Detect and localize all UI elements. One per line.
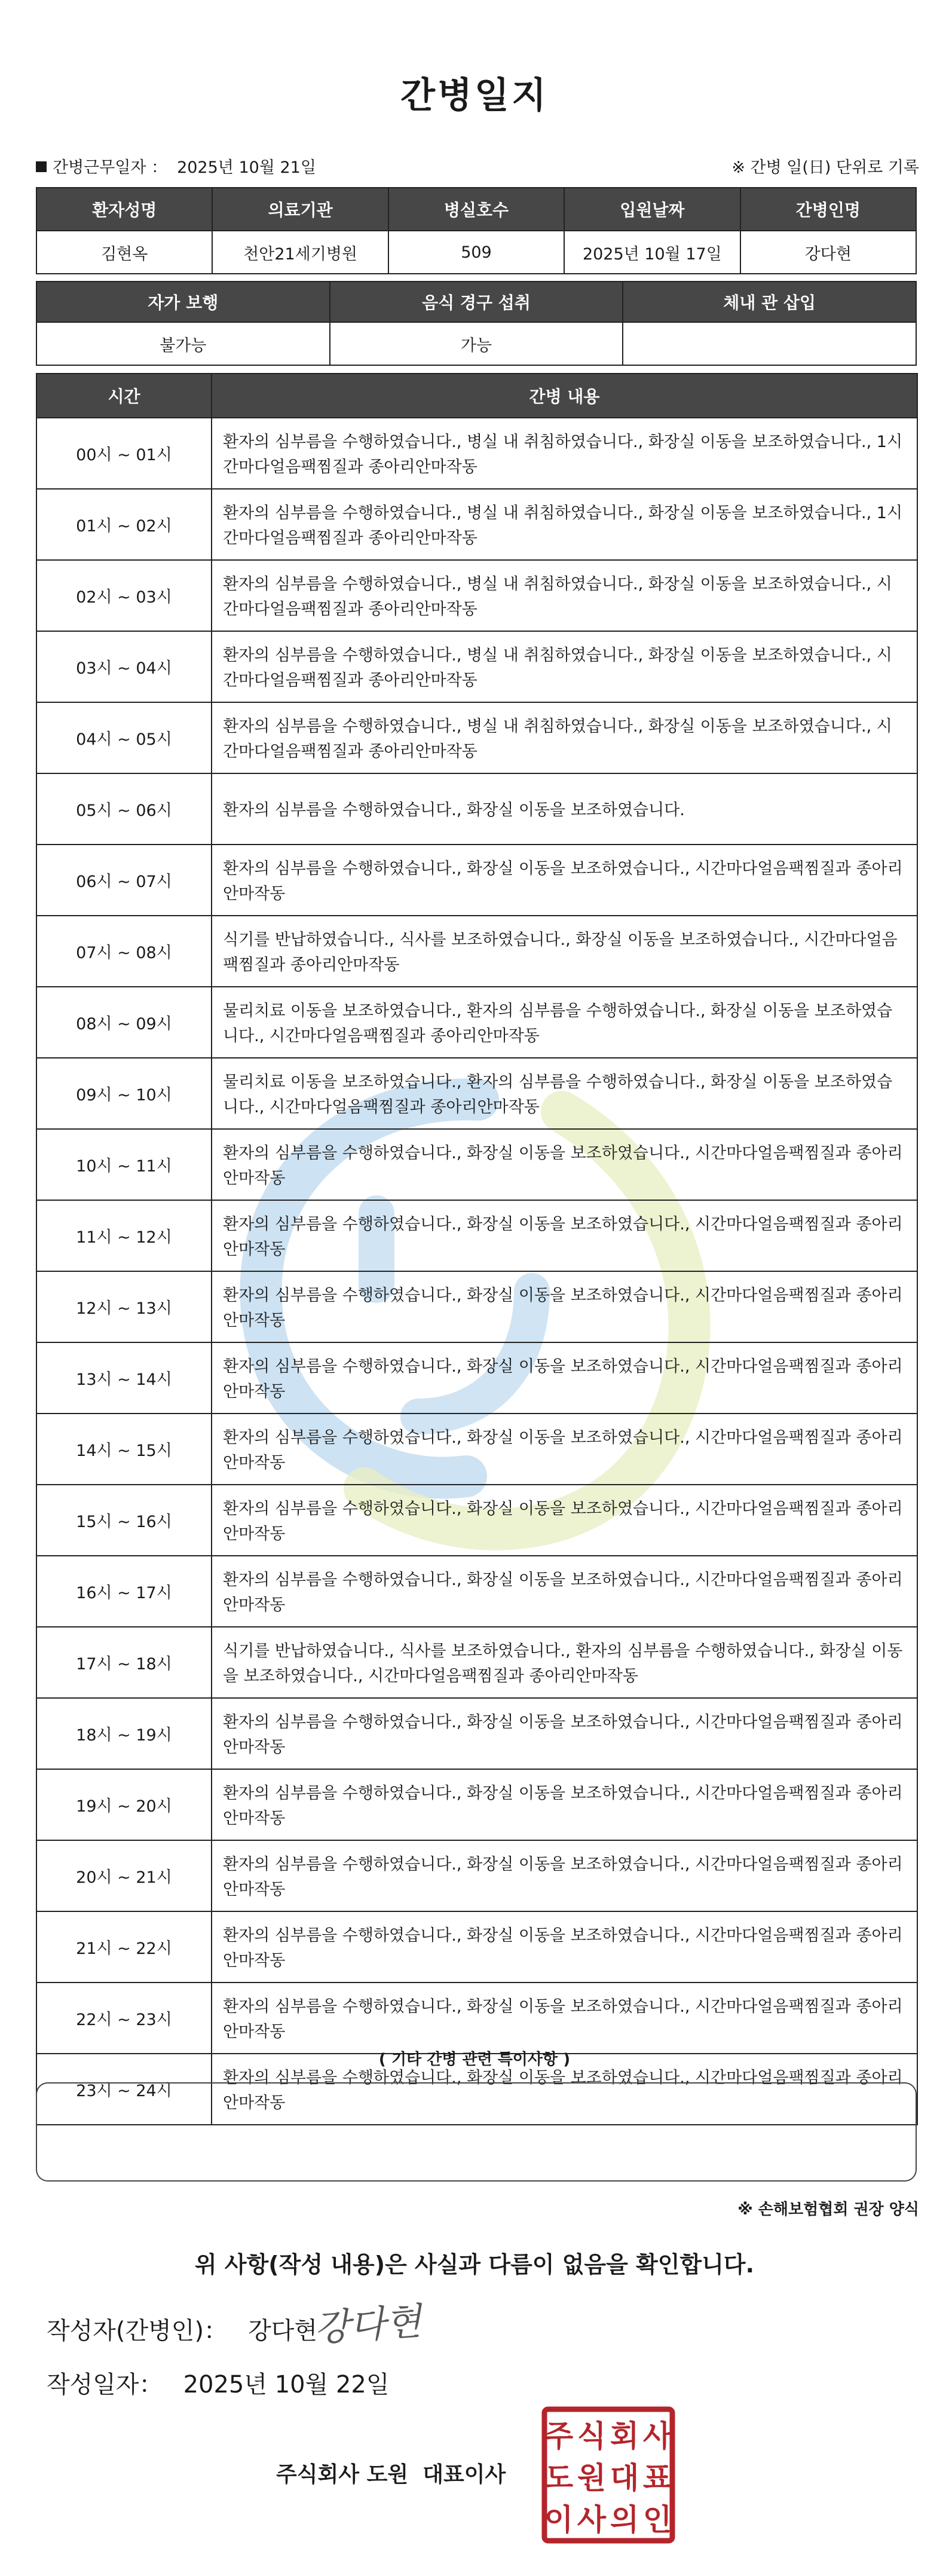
writer-label: 작성자(간병인)：	[47, 2317, 228, 2345]
row-time: 12시 ~ 13시	[36, 1271, 212, 1342]
admission-date: 2025년 10월 17일	[564, 231, 740, 274]
row-time: 08시 ~ 09시	[36, 987, 212, 1058]
seal-character: 인	[642, 2502, 672, 2537]
row-time: 04시 ~ 05시	[36, 702, 212, 773]
table-row	[36, 631, 917, 702]
row-content: 환자의 심부름을 수행하였습니다., 화장실 이동을 보조하였습니다., 시간마다얼음팩찜질과 종아리안마작동	[212, 1769, 917, 1840]
row-content: 환자의 심부름을 수행하였습니다., 화장실 이동을 보조하였습니다.	[212, 773, 917, 845]
seal-character: 회	[610, 2419, 639, 2453]
row-content: 환자의 심부름을 수행하였습니다., 병실 내 취침하였습니다., 화장실 이동을 보조하였습니다., 시간마다얼음팩찜질과 종아리안마작동	[212, 631, 917, 702]
row-time: 14시 ~ 15시	[36, 1414, 212, 1485]
row-content: 환자의 심부름을 수행하였습니다., 병실 내 취침하였습니다., 화장실 이동을 보조하였습니다., 시간마다얼음팩찜질과 종아리안마작동	[212, 560, 917, 631]
seal-character: 사	[642, 2419, 672, 2453]
row-content: 환자의 심부름을 수행하였습니다., 화장실 이동을 보조하였습니다., 시간마다얼음팩찜질과 종아리안마작동	[212, 1200, 917, 1271]
oral-intake-value: 가능	[330, 322, 623, 365]
header-time: 시간	[36, 374, 212, 418]
record-unit-note: ※ 간병 일(日) 단위로 기록	[731, 158, 919, 177]
handwritten-signature: 강다현	[313, 2299, 423, 2351]
header-caregiver-name: 간병인명	[740, 188, 916, 231]
row-time: 17시 ~ 18시	[36, 1627, 212, 1698]
header-patient-name: 환자성명	[36, 188, 212, 231]
row-time: 02시 ~ 03시	[36, 560, 212, 631]
seal-character: 주	[544, 2419, 574, 2453]
row-time: 19시 ~ 20시	[36, 1769, 212, 1840]
written-date-line	[47, 2366, 390, 2400]
notes-box	[36, 2082, 917, 2182]
row-content: 환자의 심부름을 수행하였습니다., 화장실 이동을 보조하였습니다., 시간마다얼음팩찜질과 종아리안마작동	[212, 845, 917, 916]
header-admission-date: 입원날짜	[564, 188, 740, 231]
company-seal-stamp-icon	[541, 2406, 676, 2544]
row-time: 03시 ~ 04시	[36, 631, 212, 702]
table-row	[36, 1129, 917, 1200]
seal-character: 대	[610, 2461, 639, 2495]
writer-name: 강다현	[248, 2317, 317, 2345]
row-content: 환자의 심부름을 수행하였습니다., 화장실 이동을 보조하였습니다., 시간마다얼음팩찜질과 종아리안마작동	[212, 1271, 917, 1342]
header-room-number: 병실호수	[388, 188, 564, 231]
row-content: 환자의 심부름을 수행하였습니다., 병실 내 취침하였습니다., 화장실 이동을 보조하였습니다., 1시간마다얼음팩찜질과 종아리안마작동	[212, 418, 917, 489]
seal-character: 식	[577, 2419, 607, 2453]
square-bullet-icon	[36, 161, 47, 172]
row-content: 환자의 심부름을 수행하였습니다., 화장실 이동을 보조하였습니다., 시간마다얼음팩찜질과 종아리안마작동	[212, 1556, 917, 1627]
table-row	[36, 845, 917, 916]
recommend-note: ※ 손해보험협회 권장 양식	[737, 2201, 919, 2219]
row-time: 07시 ~ 08시	[36, 916, 212, 987]
self-walking-value: 불가능	[36, 322, 330, 365]
row-content: 식기를 반납하였습니다., 식사를 보조하였습니다., 화장실 이동을 보조하였습니다., 시간마다얼음팩찜질과 종아리안마작동	[212, 916, 917, 987]
row-time: 23시 ~ 24시	[36, 2054, 212, 2125]
header-oral-intake: 음식 경구 섭취	[330, 282, 623, 322]
company-line	[276, 2458, 506, 2488]
row-content: 환자의 심부름을 수행하였습니다., 화장실 이동을 보조하였습니다., 시간마다얼음팩찜질과 종아리안마작동	[212, 2054, 917, 2125]
table-row	[36, 1556, 917, 1627]
row-content: 환자의 심부름을 수행하였습니다., 화장실 이동을 보조하였습니다., 시간마다얼음팩찜질과 종아리안마작동	[212, 1840, 917, 1911]
work-date-label: 간병근무일자 ：	[53, 158, 168, 177]
row-time: 22시 ~ 23시	[36, 1983, 212, 2054]
patient-name: 김현옥	[36, 231, 212, 274]
row-time: 10시 ~ 11시	[36, 1129, 212, 1200]
table-row	[36, 489, 917, 560]
table-row	[36, 1414, 917, 1485]
row-time: 18시 ~ 19시	[36, 1698, 212, 1769]
seal-character: 이	[544, 2502, 574, 2537]
table-row	[36, 1627, 917, 1698]
table-row	[36, 1911, 917, 1983]
tube-insertion-value	[623, 322, 916, 365]
table-row	[36, 916, 917, 987]
row-content: 물리치료 이동을 보조하였습니다., 환자의 심부름을 수행하였습니다., 화장실 이동을 보조하였습니다., 시간마다얼음팩찜질과 종아리안마작동	[212, 987, 917, 1058]
writer-line	[47, 2312, 317, 2346]
row-time: 15시 ~ 16시	[36, 1485, 212, 1556]
table-row	[36, 418, 917, 489]
table-row	[36, 773, 917, 845]
table-row	[36, 1769, 917, 1840]
row-content: 환자의 심부름을 수행하였습니다., 화장실 이동을 보조하였습니다., 시간마다얼음팩찜질과 종아리안마작동	[212, 1414, 917, 1485]
seal-character: 사	[577, 2502, 607, 2537]
row-time: 16시 ~ 17시	[36, 1556, 212, 1627]
header-self-walking: 자가 보행	[36, 282, 330, 322]
hospital-name: 천안21세기병원	[212, 231, 388, 274]
row-time: 06시 ~ 07시	[36, 845, 212, 916]
row-content: 환자의 심부름을 수행하였습니다., 병실 내 취침하였습니다., 화장실 이동을 보조하였습니다., 1시간마다얼음팩찜질과 종아리안마작동	[212, 489, 917, 560]
caregiver-name: 강다현	[740, 231, 916, 274]
confirm-statement: 위 사항(작성 내용)은 사실과 다름이 없음을 확인합니다.	[194, 2251, 755, 2278]
row-time: 01시 ~ 02시	[36, 489, 212, 560]
care-log-table	[36, 373, 918, 2125]
table-row	[36, 1983, 917, 2054]
row-content: 환자의 심부름을 수행하였습니다., 병실 내 취침하였습니다., 화장실 이동을 보조하였습니다., 시간마다얼음팩찜질과 종아리안마작동	[212, 702, 917, 773]
row-time: 20시 ~ 21시	[36, 1840, 212, 1911]
page-title: 간병일지	[400, 75, 549, 117]
table-row	[36, 1840, 917, 1911]
table-row	[36, 702, 917, 773]
seal-character: 표	[642, 2461, 672, 2495]
written-date-label: 작성일자：	[47, 2371, 163, 2398]
seal-character: 의	[610, 2502, 639, 2537]
row-content: 환자의 심부름을 수행하였습니다., 화장실 이동을 보조하였습니다., 시간마다얼음팩찜질과 종아리안마작동	[212, 1983, 917, 2054]
company-name: 주식회사 도원	[276, 2462, 409, 2487]
patient-status-table	[36, 281, 917, 366]
table-row	[36, 1342, 917, 1414]
row-content: 환자의 심부름을 수행하였습니다., 화장실 이동을 보조하였습니다., 시간마다얼음팩찜질과 종아리안마작동	[212, 1342, 917, 1414]
work-date	[36, 154, 316, 178]
row-time: 05시 ~ 06시	[36, 773, 212, 845]
row-content: 환자의 심부름을 수행하였습니다., 화장실 이동을 보조하였습니다., 시간마다얼음팩찜질과 종아리안마작동	[212, 1911, 917, 1983]
row-time: 11시 ~ 12시	[36, 1200, 212, 1271]
row-time: 21시 ~ 22시	[36, 1911, 212, 1983]
table-row	[36, 1058, 917, 1129]
work-date-value: 2025년 10월 21일	[177, 158, 316, 177]
company-role: 대표이사	[423, 2462, 506, 2487]
table-row	[36, 987, 917, 1058]
table-row	[36, 1485, 917, 1556]
header-tube-insertion: 체내 관 삽입	[623, 282, 916, 322]
written-date-value: 2025년 10월 22일	[183, 2371, 390, 2398]
table-row	[36, 1271, 917, 1342]
header-care-content: 간병 내용	[212, 374, 917, 418]
table-row	[36, 1698, 917, 1769]
row-content: 물리치료 이동을 보조하였습니다., 환자의 심부름을 수행하였습니다., 화장실 이동을 보조하였습니다., 시간마다얼음팩찜질과 종아리안마작동	[212, 1058, 917, 1129]
row-time: 09시 ~ 10시	[36, 1058, 212, 1129]
row-time: 13시 ~ 14시	[36, 1342, 212, 1414]
room-number: 509	[388, 231, 564, 274]
seal-character: 원	[577, 2461, 607, 2495]
row-content: 식기를 반납하였습니다., 식사를 보조하였습니다., 환자의 심부름을 수행하였습니다., 화장실 이동을 보조하였습니다., 시간마다얼음팩찜질과 종아리안마작동	[212, 1627, 917, 1698]
table-row	[36, 1200, 917, 1271]
row-content: 환자의 심부름을 수행하였습니다., 화장실 이동을 보조하였습니다., 시간마다얼음팩찜질과 종아리안마작동	[212, 1485, 917, 1556]
row-time: 00시 ~ 01시	[36, 418, 212, 489]
row-content: 환자의 심부름을 수행하였습니다., 화장실 이동을 보조하였습니다., 시간마다얼음팩찜질과 종아리안마작동	[212, 1129, 917, 1200]
seal-character: 도	[544, 2461, 574, 2495]
table-row	[36, 560, 917, 631]
header-hospital: 의료기관	[212, 188, 388, 231]
row-content: 환자의 심부름을 수행하였습니다., 화장실 이동을 보조하였습니다., 시간마다얼음팩찜질과 종아리안마작동	[212, 1698, 917, 1769]
patient-info-table	[36, 187, 917, 274]
care-log-rows	[36, 418, 917, 2125]
notes-title: ( 기타 간병 관련 특이사항 )	[378, 2051, 571, 2069]
